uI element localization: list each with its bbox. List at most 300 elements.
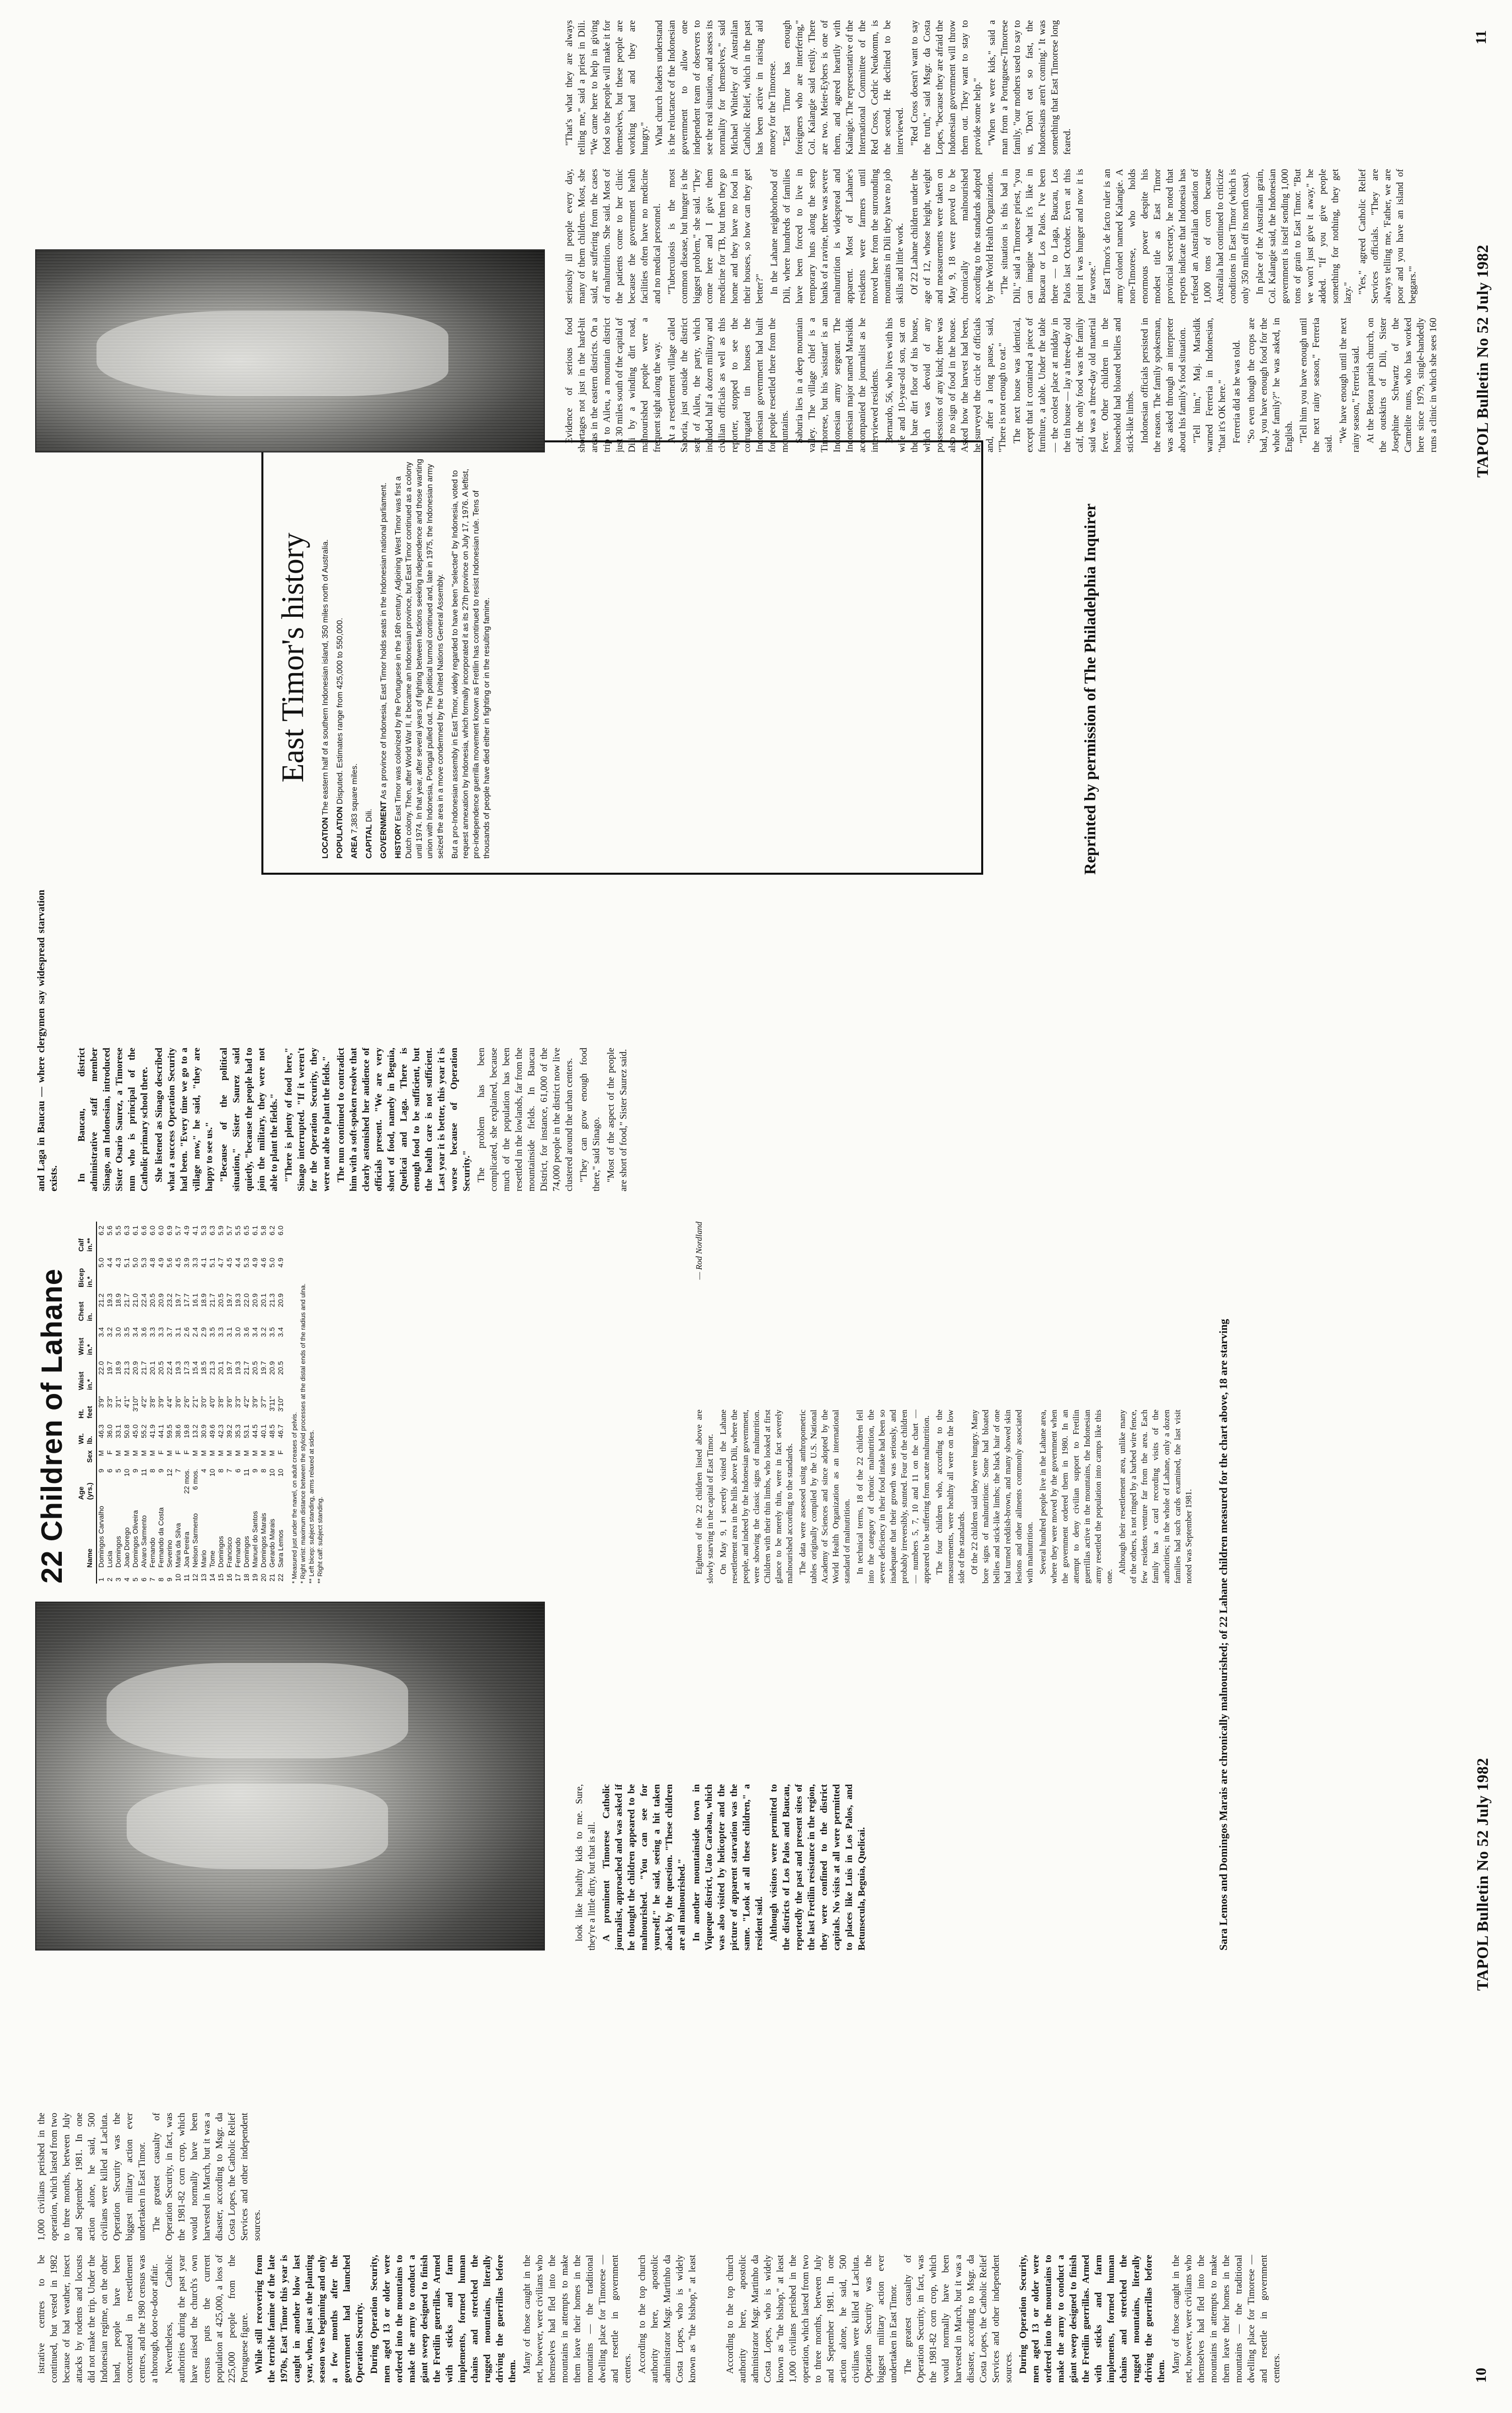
table-cell: 5 [114, 1468, 122, 1473]
history-fact [349, 456, 360, 859]
left-paragraph: The greatest casualty of Operation Security, in fact, was the 1981-82 corn crop, which would normally have been harvested in March, but it was a disaster, according to Msgr. da Costa Lopes, the Catholic Relief Services and other independent sources. [151, 2112, 262, 2241]
table-cell: F [276, 1450, 285, 1455]
table-cell: 19.7 [106, 1361, 114, 1375]
table-cell: 5 [131, 1577, 139, 1582]
left-mid-paragraph: A prominent Timorese Catholic journalist, approached and was asked if he thought the children appeared to be malnourished. "You can see for yourself," he said, seeing a hit taken aback by the question. "These children are all malnourished." [601, 1784, 687, 1951]
table-cell: M [148, 1450, 156, 1456]
fact-label: POPULATION [336, 806, 344, 859]
table-cell: 20.9 [157, 1293, 165, 1308]
table-cell: 5.7 [225, 1226, 233, 1236]
fact-text: But a pro-Indonesian assembly in East Timor, widely regarded to have been "selected" by Indonesia, voted to request annexation by Indonesia, which formally incorporated it as its 27th province on July 17, 1976. A leftist, pro-independence guerrilla movement known as Fretilin has continued to resist Indonesian rule. Tens of thousands of people have died either in fighting or in the resulting famine. [451, 469, 491, 859]
table-cell: 59.5 [165, 1424, 173, 1438]
right-paragraph: "There is plenty of food here," Sinago interrupted. "If it weren't for the Operation Security, they were not able to plant the fields." [284, 1048, 332, 1191]
table-cell: 3.6 [242, 1327, 250, 1337]
table-cell: 20.1 [148, 1361, 156, 1375]
table-cell: 9 [251, 1468, 259, 1473]
table-cell: 4 [123, 1577, 131, 1582]
table-cell: 39.2 [225, 1424, 233, 1438]
table-cell: Gerardo Marais [268, 1519, 276, 1568]
table-cell: 11 [140, 1468, 148, 1476]
left-paragraph: Many of those caught in the net, however, were civilians who themselves had fled into the mountains in attempts to make them leave their homes in the mountains — the traditional dwelling place for Timorese — and resettle in government centers. [522, 2255, 633, 2383]
right-paragraph: "They can grow enough food there," said Sinago. [579, 1048, 602, 1191]
table-row [234, 1222, 242, 1584]
fact-label: AREA [350, 836, 359, 859]
table-cell: 19.7 [174, 1293, 182, 1308]
chart-title: 22 Children of Lahane [36, 1268, 68, 1584]
table-cell: 18 [242, 1573, 250, 1582]
left-footer: TAPOL Bulletin No 52 July 1982 [1473, 1757, 1491, 1991]
table-cell: 4.4 [234, 1257, 242, 1268]
table-cell: 18.9 [114, 1361, 122, 1375]
fact-text: The eastern half of a southern Indonesian island, 350 miles north of Australia. [321, 539, 330, 815]
column-header [76, 1569, 97, 1584]
table-cell: 3'3" [106, 1396, 114, 1408]
right-paragraph: What church leaders understand is the reluctance of the Indonesian government to allow one independent team of observers to see the real situation, and assess its normality for themselves," said Michael Whiteley of Australian Catholic Relief, which in the past has been active in raising aid money for the Timorese. [654, 20, 778, 155]
table-cell: 6.5 [242, 1226, 250, 1236]
table-cell: 6 [106, 1468, 114, 1473]
table-cell: M [114, 1450, 122, 1456]
table-cell: 19.7 [225, 1293, 233, 1308]
table-cell: 10 [276, 1468, 285, 1477]
table-cell: 5.1 [208, 1257, 216, 1268]
right-paragraph: "Yes," agreed Catholic Relief Services officials. "They are always telling me, 'Father, we are poor and you have an island of beggars.'" [1357, 169, 1418, 304]
table-cell: 15.4 [191, 1361, 199, 1375]
left-paragraph: Many of those caught in the net, however, were civilians who themselves had fled into the mountains in attempts to make them leave their homes in the mountains — the traditional dwelling place for Timorese — and resettle in government centers. [1171, 2255, 1282, 2383]
table-note: ** Right calf: subject standing. [316, 1497, 324, 1584]
table-cell: 21.7 [140, 1361, 148, 1375]
table-cell: 21.3 [123, 1361, 131, 1375]
table-row [251, 1222, 259, 1584]
table-cell: 41.9 [148, 1424, 156, 1438]
table-cell: F [174, 1450, 182, 1455]
table-row [174, 1222, 182, 1584]
right-footer: TAPOL Bulletin No 52 July 1982 [1473, 244, 1491, 478]
table-cell: Domingos Marais [259, 1513, 267, 1568]
left-page [0, 1206, 1512, 2413]
table-cell: 11 [242, 1468, 250, 1476]
right-paragraph: In Baucau, district administrative staff member Sinago, an Indonesian, introduced Sister Osario Saurez, a Timorese nun who is principal of the Catholic primary school there. [76, 1048, 150, 1191]
right-paragraph: She listened as Sinago described what a success Operation Security had been. "Every time we go to a village now," he said, "they are happy to see us." [154, 1048, 215, 1191]
table-cell: 2.6 [182, 1327, 191, 1337]
table-cell: 9 [165, 1577, 173, 1582]
table-row [191, 1222, 200, 1584]
column-header: Name [76, 1502, 97, 1569]
table-cell: 6.2 [268, 1226, 276, 1236]
table-cell: 5.3 [200, 1226, 208, 1236]
table-row [182, 1222, 191, 1584]
photo-child-standing [35, 249, 545, 452]
table-cell: M [165, 1450, 173, 1456]
table-cell: M [97, 1450, 105, 1456]
table-row [242, 1222, 251, 1584]
table-cell: 46.3 [97, 1424, 105, 1438]
chart-paragraph: The four children who, according to the measurements, were healthy all were on the low side of the standards. [934, 1410, 966, 1584]
table-cell: 19.3 [234, 1361, 242, 1375]
right-paragraph: Ferreria did as he was told. [1232, 340, 1242, 443]
chart-signature: — Rod Nordland [694, 1222, 704, 1280]
table-cell: 14 [208, 1573, 216, 1582]
table-cell: 49.6 [208, 1424, 216, 1438]
fact-text: As a province of Indonesia, East Timor holds seats in the Indonesian national parliament. [380, 483, 388, 799]
table-cell: 4'4" [165, 1396, 173, 1408]
table-cell: 45.0 [131, 1424, 139, 1438]
table-cell: 9 [131, 1468, 139, 1473]
table-cell: Domingos [217, 1536, 225, 1568]
chart-body-columns [694, 1222, 1201, 1584]
table-cell: 6.9 [165, 1226, 173, 1236]
table-cell: 3.3 [217, 1327, 225, 1337]
table-cell: 5.8 [259, 1226, 267, 1236]
table-cell: 6.1 [131, 1226, 139, 1236]
table-cell: M [268, 1450, 276, 1456]
table-row [225, 1222, 234, 1584]
table-cell: 3 [114, 1577, 122, 1582]
table-row [276, 1222, 285, 1584]
table-cell: 36.0 [106, 1424, 114, 1438]
table-notes [290, 1222, 324, 1584]
left-paragraph: According to the top church authority here, apostolic administrator Msgr. Martinho da Costa Lopes, who is widely known as "the bishop," at least 1,000 civilians perished in the operation, which lasted from two to three months, between July and September 1981. In one action alone, he said, 500 civilians were killed at Lacluta. Operation Security was the biggest military action ever undertaken in East Timor. [36, 2112, 698, 2383]
table-row [106, 1222, 114, 1584]
table-cell: 22.4 [140, 1293, 148, 1308]
table-cell: 4 [200, 1468, 208, 1473]
right-paragraph: Indonesian officials persisted in the reason. The family spokesman, was asked through an interpreter about his family's food situation. [1140, 318, 1188, 452]
table-cell: 21.7 [242, 1361, 250, 1375]
left-mid-columns [573, 1604, 1443, 1951]
table-cell: 5.0 [131, 1257, 139, 1268]
right-columns-a [75, 890, 1443, 1191]
table-row [131, 1222, 140, 1584]
table-cell: 20.5 [251, 1361, 259, 1375]
history-fact [393, 456, 446, 859]
right-paragraph: "Because of the political situation," Sister Saurez said quietly, "because the people had to join the military, they were not able to plant the fields." [219, 1048, 279, 1191]
table-cell: 4.6 [259, 1257, 267, 1268]
table-cell: Fernando [234, 1537, 242, 1568]
left-lower-columns [724, 1971, 1443, 2383]
table-cell: 3.1 [225, 1327, 233, 1337]
table-cell: Domingos Oliveira [131, 1510, 139, 1568]
table-cell: 20.5 [217, 1293, 225, 1308]
table-cell: 23.2 [165, 1293, 173, 1308]
table-cell: Nelson Sarmento [191, 1513, 199, 1568]
left-body-columns [35, 1971, 709, 2383]
table-cell: 22 [276, 1573, 285, 1582]
table-cell: 3.5 [208, 1327, 216, 1337]
table-cell: 3.4 [131, 1327, 139, 1337]
column-header: Age (yrs.) [76, 1465, 97, 1502]
table-cell: 4.9 [276, 1257, 285, 1268]
table-cell: Mario [200, 1550, 208, 1568]
right-page [0, 0, 1512, 1206]
table-cell: 10 [123, 1468, 131, 1477]
table-cell: 19.8 [182, 1424, 191, 1438]
table-cell: 3.0 [234, 1327, 242, 1337]
fact-label: LOCATION [321, 817, 330, 859]
table-cell: 2'6" [182, 1396, 191, 1408]
column-header: Wrist in.* [76, 1323, 97, 1357]
table-cell: 2'1" [191, 1396, 199, 1408]
column-header: Wt. lb. [76, 1421, 97, 1446]
table-cell: 4'0" [208, 1396, 216, 1408]
table-cell: 3.3 [148, 1327, 156, 1337]
table-cell: 3'0" [200, 1396, 208, 1408]
table-cell: 10 [174, 1573, 182, 1582]
table-cell: Joao Dorego [123, 1527, 131, 1568]
table-cell: 21.0 [131, 1293, 139, 1308]
column-header: Waist in.* [76, 1357, 97, 1393]
table-cell: 44.5 [251, 1424, 259, 1438]
chart-paragraph: Eighteen of the 22 children listed above are slowly starving in the capital of East Timor. [694, 1410, 715, 1584]
intro-bold [35, 890, 60, 1191]
table-cell: 9 [97, 1468, 105, 1473]
left-paragraph: Nevertheless, Catholic authorities during the past year have raised the church's own census puts the current population at 425,000, a loss of 225,000 people from the Portuguese figure. [164, 2255, 250, 2383]
table-cell: F [106, 1450, 114, 1455]
caption-text: Sara Lemos and Domingos Marais are chronically malnourished; of 22 Lahane children measured for the chart above, 18 are starving [1217, 1319, 1230, 1951]
right-paragraph: "So even though the crops are bad, you have enough food for the whole family?" he was asked, in English. [1246, 318, 1294, 452]
table-cell: 33.1 [114, 1424, 122, 1438]
photo-caption [1216, 1222, 1231, 1951]
left-mid-paragraph: In another mountainside town in Viqueque district, Uato Carabau, which was also visited by helicopter and the picture of apparent starvation was the same. "Look at all these children," a resident said. [691, 1784, 765, 1951]
table-cell: 10 [268, 1468, 276, 1477]
table-note: * Measured just under the navel, on adult creases of pelvis. [291, 1412, 298, 1584]
table-cell: 19 [251, 1573, 259, 1582]
table-cell: 6.3 [123, 1226, 131, 1236]
table-cell: 4.3 [114, 1257, 122, 1268]
left-mid-paragraph: Although visitors were permitted to the districts of Los Palos and Baucau, reportedly the past and present sites of the last Fretilin resistance in the region, they were confined to the district capitals. No visits at all were permitted to places like Luis in Los Palos, and Betunsecula, Beguia, Quelicai. [769, 1784, 867, 1951]
table-cell: 22.4 [165, 1361, 173, 1375]
column-header: Bicep in.* [76, 1254, 97, 1289]
table-cell: 6.3 [208, 1226, 216, 1236]
table-cell: 4.9 [251, 1257, 259, 1268]
chart-paragraph: The data were assessed using anthropometric tables originally compiled by the U.S. National Academy of Sciences and since adopted by the World Health Organization as an international standard of malnutrition. [798, 1410, 852, 1584]
table-cell: Tome [208, 1550, 216, 1568]
table-cell: 38.6 [174, 1424, 182, 1438]
table-cell: 46.7 [276, 1424, 285, 1438]
column-header: Chest in. [76, 1289, 97, 1323]
right-paragraph: Evidence of serious food shortages not just in the hard-hit areas in the eastern districts. On a trip to Aileu, a mountain district just 30 miles south of the capital of Dili by a winding dirt road, malnourished people were a frequent sight along the way. [564, 318, 663, 452]
right-paragraph: "Most of the aspect of the people are short of food," Sister Saurez said. [606, 1048, 629, 1191]
table-cell: 3.5 [268, 1327, 276, 1337]
chart-paragraph: Several hundred people live in the Lahane area, where they were moved by the government when the government ordered them in 1980. In an attempt to deny civilian support to Fretilin guerrillas active in the mountains, the Indonesian army resettled the population into camps like this one. [1038, 1410, 1114, 1584]
table-cell: 13.2 [191, 1424, 199, 1438]
table-cell: 3'1" [114, 1396, 122, 1408]
table-cell: 6 mos. [191, 1468, 199, 1490]
table-cell: 2 [106, 1577, 114, 1582]
table-cell: 5.5 [114, 1226, 122, 1236]
table-header-row [76, 1222, 97, 1584]
table-row [217, 1222, 225, 1584]
table-cell: 21.7 [208, 1293, 216, 1308]
table-cell: 53.1 [242, 1424, 250, 1438]
table-cell: F [157, 1450, 165, 1455]
table-cell: 3.4 [251, 1327, 259, 1337]
table-row [148, 1222, 157, 1584]
table-cell: 3.2 [259, 1327, 267, 1337]
table-cell: 2.4 [191, 1327, 199, 1337]
table-cell: Maria da Silva [174, 1523, 182, 1568]
right-paragraph: The next house was identical, except that it contained a piece of furniture, a table. Under the table — the coolest place at midday in the tin house — lay a three-day old calf, the only food was the family said was a three-day old material fever. Other children in the household had bloated bellies and stick-like limbs. [1012, 318, 1136, 452]
table-cell: 18.9 [114, 1293, 122, 1308]
right-paragraph: "East Timor has enough foreigners who are interfering," Col. Kalangie said testily. There are two. Meier-Eybers is one of them, and agreed heartily with Kalangie. The representative of the International Committee of the Red Cross, Cedric Neukomm, is the second. He declined to be interviewed. [782, 20, 905, 155]
table-cell: 17.3 [182, 1361, 191, 1375]
right-paragraph: In place of the Australian grain, Col. Kalangie said, the Indonesian government is itself sending 1,000 tons of grain to East Timor. "But we won't just give it away," he added. "If you give people something for nothing, they get lazy." [1255, 169, 1353, 304]
table-cell: 35.3 [234, 1424, 242, 1438]
table-cell: 13 [200, 1573, 208, 1582]
table-cell: 8 [148, 1468, 156, 1473]
table-cell: 3'9" [251, 1396, 259, 1408]
right-paragraph: Bernardo, 56, who lives with his wife and 10-year-old son, sat on the bare dirt floor of his house, which was devoid of any possessions of any kind; there was also no sign of food in the house. Asked how the harvest had been, he surveyed the circle of officials and, after a long pause, said, "There is not enough to eat." [884, 318, 1008, 452]
table-cell: 4.9 [182, 1226, 191, 1236]
table-note: * Right wrist: maximum distance between the styloid processes at the distal ends of the radius and ulna. [299, 1283, 307, 1584]
table-cell: 4'2" [242, 1396, 250, 1408]
table-cell: 5.9 [217, 1226, 225, 1236]
table-cell: F [182, 1450, 191, 1455]
fact-text: East Timor was colonized by the Portuguese in the 16th century. Adjoining West Timor was first a Dutch colony. Then, after World War II, it became an Indonesian province, but East Timor continued as a colony until 1974. In that year, after several years of fighting between factions seeking independence and those wanting union with Indonesia, Portugal pulled out. The political turmoil continued and, late in 1975, the Indonesian army seized the area in a move condemned by the United Nations General Assembly. [394, 458, 445, 859]
table-cell: 4.1 [191, 1226, 199, 1236]
left-page-number: 10 [1473, 2368, 1489, 2383]
table-cell: M [242, 1450, 250, 1456]
table-cell: Sara Lemos [276, 1529, 285, 1568]
table-cell: 30.9 [200, 1424, 208, 1438]
left-paragraph: During Operation Security, men aged 13 or older were ordered into the mountains to make the army to conduct a giant sweep designed to finish the Fretilin guerrillas. Armed with sticks and farm implements, formed human chains and stretched the rugged mountains, literally driving the guerrillas before them. [369, 2255, 518, 2383]
table-cell: 19.7 [259, 1361, 267, 1375]
table-cell: 1 [97, 1577, 105, 1582]
table-cell: 6 [234, 1468, 242, 1473]
table-row [200, 1222, 208, 1584]
right-paragraph: "That's what they are always telling me," said a priest in Dili. "We came here to help in giving food so the people will make it for themselves, but these people are working hard and they are hungry." [564, 20, 650, 155]
fact-label: HISTORY [394, 823, 403, 859]
right-paragraph: Saburia lies in a deep mountain valley. The village chief is a Timorese, but his 'assistant' is an Indonesian army sergeant. The Indonesian major named Marsidik accompanied the journalist as he interviewed residents. [794, 318, 880, 452]
table-row [208, 1222, 217, 1584]
table-cell: 6.0 [148, 1226, 156, 1236]
table-cell: 5.5 [234, 1226, 242, 1236]
table-cell: 17 [234, 1573, 242, 1582]
table-cell: 22.0 [97, 1361, 105, 1375]
right-paragraph: Of 22 Lahane children under the age of 12, whose height, weight and measurements were taken on May 9, 18 were proved to be chronically malnourished according to the standards adopted by the World Health Organization. [909, 169, 995, 304]
table-cell: 5.6 [106, 1226, 114, 1236]
table-cell: 3'8" [217, 1396, 225, 1408]
table-cell: 16.1 [191, 1293, 199, 1308]
table-cell: Fernando [148, 1537, 156, 1568]
table-cell: 20 [259, 1573, 267, 1582]
table-row [268, 1222, 276, 1584]
column-header: Calf in.** [76, 1222, 97, 1254]
photo-children [35, 1602, 545, 1951]
right-paragraph: East Timor's de facto ruler is an army colonel named Kalangie. A non-Timorese, who holds enormous power despite his modest title as East Timor provincial secretary, he noted that reports indicate that Indonesia has refused an Australian donation of 1,000 tons of corn because Australia had continued to criticize conditions in East Timor (which is only 350 miles off its north coast). [1102, 169, 1251, 304]
table-cell: 20.5 [157, 1361, 165, 1375]
table-cell: 4.4 [106, 1257, 114, 1268]
table-cell: 18.9 [200, 1293, 208, 1308]
table-cell: 4.5 [174, 1257, 182, 1268]
table-cell: 16 [225, 1573, 233, 1582]
table-cell: 48.5 [268, 1424, 276, 1438]
intro-text: and Laga in Baucau — where clergymen say widespread starvation exists. [36, 890, 59, 1191]
table-cell: 3'6" [174, 1396, 182, 1408]
table-cell: 44.1 [157, 1424, 165, 1438]
table-row [97, 1222, 106, 1584]
right-paragraph: At a resettlement village called Saboria, just outside the district seat of Aileu, the party, which included half a dozen military and civilian officials as well as this reporter, stopped to see the corrugated tin houses the Indonesian government had built for people resettled there from the mountains. [667, 318, 790, 452]
right-columns-b [563, 20, 1443, 452]
table-cell: 6.6 [140, 1226, 148, 1236]
column-header: Sex [76, 1446, 97, 1465]
fact-text: Dili. [365, 808, 373, 822]
table-cell: M [259, 1450, 267, 1456]
table-cell: 19.7 [225, 1361, 233, 1375]
table-cell: 5.1 [123, 1257, 131, 1268]
table-cell: Manuel do Santos [251, 1511, 259, 1568]
table-cell: 6.0 [157, 1226, 165, 1236]
table-cell: Fernando da Costa [157, 1507, 165, 1568]
table-cell: M [251, 1450, 259, 1456]
table-cell: 3.0 [114, 1327, 122, 1337]
table-cell: 7 [174, 1468, 182, 1473]
table-cell: Severino [165, 1540, 173, 1568]
table-cell: 55.2 [140, 1424, 148, 1438]
right-paragraph: "The situation is this bad in Dili," said a Timorese priest, "you can imagine what it's like in Baucau or Los Palos. I've been there — to Laga, Baucau, Los Palos last October. Even at this point it was hunger and now it is far worse." [999, 169, 1098, 304]
table-row [157, 1222, 165, 1584]
table-cell: 18.5 [200, 1361, 208, 1375]
table-cell: 3.3 [191, 1257, 199, 1268]
table-cell: M [191, 1450, 199, 1456]
table-cell: 20.1 [259, 1293, 267, 1308]
children-measurement-chart [35, 1222, 679, 1584]
table-row [140, 1222, 148, 1584]
history-fact [320, 456, 331, 859]
table-cell: 6.2 [97, 1226, 105, 1236]
table-cell: 3'9" [157, 1396, 165, 1408]
chart-paragraph: On May 9, I secretly visited the Lahane resettlement area in the hills above Dili, where the people, and indeed by the Indonesian government, were showing the classic signs of malnutrition. Children with their thin limbs, who looked at first glance to be merely thin, were in fact severely malnourished according to the standards. [718, 1410, 794, 1584]
table-cell: 20.9 [276, 1293, 285, 1308]
right-paragraph: At the Betora parish church, on the outskirts of Dili, Sister Josephine Schwartz of the Carmelite nuns, who has worked here since 1979, single-handedly runs a clinic in which she sees 160 seriously ill people every day, many of them children. Most, she said, are suffering from the cases of malnutrition. She said. Most of the patients come to her clinic because the government health facilities often have no medicine and no medical personnel. [564, 169, 1439, 452]
table-cell: 22 mos. [182, 1468, 191, 1494]
table-cell: 3'7" [259, 1396, 267, 1408]
table-cell: Lucia [106, 1550, 114, 1568]
table-cell: Domingos [114, 1536, 122, 1568]
table-cell: 8 [217, 1468, 225, 1473]
table-cell: 3'9" [97, 1396, 105, 1408]
table-cell: Alvaro Sarmento [140, 1515, 148, 1568]
table-cell: 20.9 [131, 1361, 139, 1375]
fact-text: Disputed. Estimates range from 425,000 to 550,000. [336, 617, 344, 804]
right-page-number: 11 [1473, 30, 1489, 45]
right-paragraph: In the Lahane neighborhood of Dili, where hundreds of families have been forced to live in temporary huts along the steep banks of a ravine, there was severe malnutrition is widespread and apparent. Most of Lahane's residents were farmers until moved here from the surrounding mountains in Dili they have no job skills and little work. [769, 169, 905, 304]
history-title: East Timor's history [276, 532, 310, 783]
table-cell: 3'10" [276, 1396, 285, 1412]
chart-paragraph: In technical terms, 18 of the 22 children fell into the category of chronic malnutrition, the severe deficiency in their food intake had been so inadequate that their growth was seriously, and probably irreversibly, stunted. Four of the children — numbers 5, 7, 10 and 11 on the chart — appeared to be suffering from acute malnutrition. [855, 1410, 931, 1584]
table-cell: 20.1 [217, 1361, 225, 1375]
table-cell: 5.3 [242, 1257, 250, 1268]
table-cell: 5.6 [165, 1257, 173, 1268]
table-cell: 3'10" [131, 1396, 139, 1412]
table-cell: 4.9 [157, 1257, 165, 1268]
east-timor-history-box [261, 440, 983, 875]
table-cell: Francisco [225, 1537, 233, 1568]
fact-label: GOVERNMENT [380, 801, 388, 859]
table-cell: 21.3 [268, 1293, 276, 1308]
table-cell: 9 [157, 1468, 165, 1473]
table-cell: 15 [217, 1573, 225, 1582]
history-fact [364, 456, 374, 859]
fact-label: CAPITAL [365, 824, 373, 859]
fact-text: 7,383 square miles. [350, 763, 359, 834]
table-cell: 4'1" [123, 1396, 131, 1408]
table-cell: 3'6" [225, 1396, 233, 1408]
table-cell: 3.6 [140, 1327, 148, 1337]
table-cell: M [200, 1450, 208, 1456]
table-row [259, 1222, 268, 1584]
table-body [97, 1222, 285, 1584]
history-fact [450, 456, 492, 859]
reprint-credit: Reprinted by permission of The Philadelphia Inquirer [1081, 503, 1099, 875]
